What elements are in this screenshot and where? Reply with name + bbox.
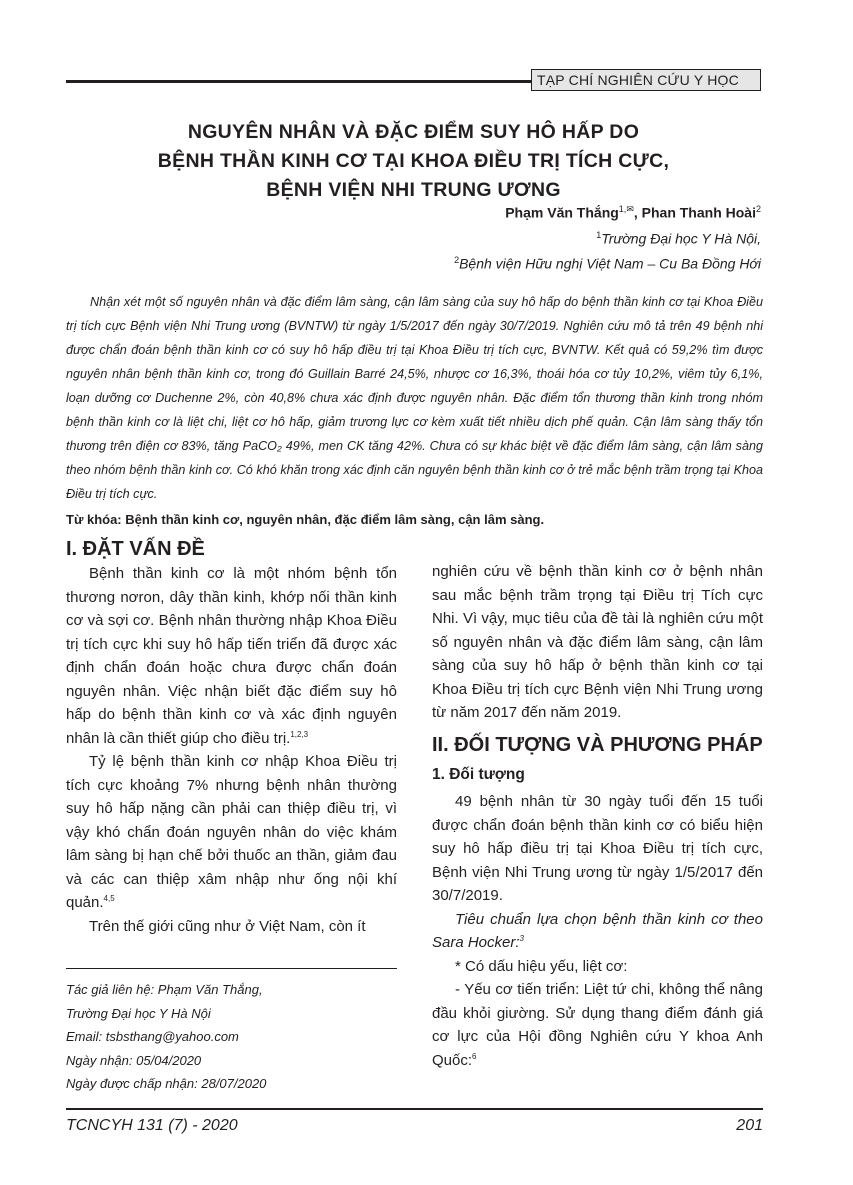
footnote-email: Email: tsbsthang@yahoo.com bbox=[66, 1029, 239, 1044]
right-column bbox=[432, 560, 763, 1072]
list-item: * Có dấu hiệu yếu, liệt cơ: bbox=[455, 957, 628, 975]
author-affil-sup: 2 bbox=[755, 204, 761, 214]
citation: 4,5 bbox=[103, 894, 115, 903]
article-title bbox=[66, 118, 761, 205]
title-line: NGUYÊN NHÂN VÀ ĐẶC ĐIỂM SUY HÔ HẤP DO bbox=[187, 121, 640, 143]
paragraph: Bệnh thần kinh cơ là một nhóm bệnh tổn thương nơron, dây thần kinh, khớp nối thần kinh cơ và sợi cơ. Bệnh nhân thường nhập Khoa Điều trị tích cực khi suy hô hấp tiến triển đã được xác định chẩn đoán hoặc chưa được chẩn đoán nguyên nhân. Việc nhận biết đặc điểm suy hô hấp do bệnh thần kinh cơ và xác định nguyên nhân là cần thiết giúp cho điều trị.$^{1,2,3}$ bbox=[66, 565, 397, 747]
title-line: BỆNH VIỆN NHI TRUNG ƯƠNG bbox=[266, 179, 561, 201]
paragraph: Tiêu chuẩn lựa chọn bệnh thần kinh cơ theo Sara Hocker:$^3$ bbox=[432, 910, 763, 951]
header-rule bbox=[66, 80, 531, 83]
page-number: 201 bbox=[736, 1117, 763, 1134]
footnote-rule bbox=[66, 968, 397, 969]
paragraph: 49 bệnh nhân từ 30 ngày tuổi đến 15 tuổi được chẩn đoán bệnh thần kinh cơ có biểu hiện suy hô hấp điều trị tại Khoa Điều trị tích cực, Bệnh viện Nhi Trung ương từ ngày 1/5/2017 đến 30/7/2019. bbox=[432, 793, 763, 904]
author-separator: , bbox=[633, 204, 642, 221]
abstract: Nhận xét một số nguyên nhân và đặc điểm lâm sàng, cận lâm sàng của suy hô hấp do bệnh thần kinh cơ tại Khoa Điều trị tích cực Bệnh viện Nhi Trung ương (BVNTW) từ ngày 1/5/2017 đến ngày 30/7/2019. Nghiên cứu mô tả trên 49 bệnh nhi được chẩn đoán bệnh thần kinh cơ có suy hô hấp điều trị tại Khoa Điều trị tích cực, BVNTW. Kết quả có 59,2% tìm được nguyên nhân bệnh thần kinh cơ, trong đó Guillain Barré 24,5%, nhược cơ 16,3%, thoái hóa cơ tủy 10,2%, viêm tủy 6,1%, loạn dưỡng cơ Duchenne 2%, còn 40,8% chưa xác định được nguyên nhân. Đặc điểm tổn thương thần kinh trong nhóm bệnh thần kinh cơ là liệt chi, liệt cơ hô hấp, giảm trương lực cơ kèm xuất tiết nhiều dịch phế quản. Cận lâm sàng thấy tổn thương trên điện cơ 83%, tăng PaCO₂ 49%, men CK tăng 42%. Chưa có sự khác biệt về đặc điểm lâm sàng, cận lâm sàng theo nhóm bệnh thần kinh cơ. Có khó khăn trong xác định căn nguyên bệnh thần kinh cơ ở trẻ mắc bệnh trầm trọng tại Khoa Điều trị tích cực. bbox=[66, 295, 763, 501]
journal-name: TẠP CHÍ NGHIÊN CỨU Y HỌC bbox=[531, 69, 761, 91]
author-list bbox=[505, 204, 761, 221]
footnote-received: Ngày nhận: 05/04/2020 bbox=[66, 1052, 202, 1068]
author-name: Phạm Văn Thắng bbox=[505, 204, 619, 221]
author-affil-sup: 1,✉ bbox=[618, 204, 634, 214]
footer-rule bbox=[66, 1108, 763, 1110]
envelope-icon: ✉ bbox=[626, 204, 634, 214]
section-heading: II. ĐỐI TƯỢNG VÀ PHƯƠNG PHÁP bbox=[432, 733, 763, 756]
paragraph: Trên thế giới cũng như ở Việt Nam, còn ít bbox=[89, 917, 366, 935]
journal-issue: TCNCYH 131 (7) - 2020 bbox=[66, 1117, 238, 1134]
citation: 3 bbox=[519, 934, 524, 943]
author-name: Phan Thanh Hoài bbox=[641, 204, 756, 221]
list-item: - Yếu cơ tiến triển: Liệt tứ chi, không thể nâng đầu khỏi giường. Sử dụng thang điểm đánh giá cơ lực của Hội đồng Nghiên cứu Y khoa Anh Quốc:$^6$ bbox=[432, 981, 763, 1069]
subsection-heading: 1. Đối tượng bbox=[432, 765, 525, 783]
citation: 6 bbox=[472, 1051, 477, 1061]
section-heading: I. ĐẶT VẤN ĐỀ bbox=[66, 538, 205, 560]
footnote-author: Tác giả liên hệ: Phạm Văn Thắng, bbox=[66, 982, 263, 997]
affiliation: $^1$Trường Đại học Y Hà Nội, bbox=[596, 230, 761, 247]
footnote-accepted: Ngày được chấp nhận: 28/07/2020 bbox=[66, 1076, 267, 1091]
footnote-institution: Trường Đại học Y Hà Nội bbox=[66, 1005, 211, 1021]
correspondence-footnote bbox=[66, 978, 266, 1096]
affiliation: $^2$Bệnh viện Hữu nghị Việt Nam – Cu Ba Đồng Hới bbox=[454, 255, 761, 272]
left-column bbox=[66, 537, 397, 938]
citation: 1,2,3 bbox=[290, 729, 309, 739]
paragraph: nghiên cứu về bệnh thần kinh cơ ở bệnh nhân sau mắc bệnh trầm trọng tại Điều trị Tích cực Nhi. Vì vậy, mục tiêu của đề tài là nghiên cứu một số nguyên nhân và đặc điểm lâm sàng, cận lâm sàng của suy hô hấp ở bệnh thần kinh cơ tại Khoa Điều trị tích cực Bệnh viện Nhi Trung ương từ năm 2017 đến năm 2019. bbox=[432, 563, 763, 721]
paragraph: Tỷ lệ bệnh thần kinh cơ nhập Khoa Điều trị tích cực khoảng 7% nhưng bệnh nhân thường suy hô hấp nặng cần phải can thiệp điều trị, vì vậy khó chẩn đoán nguyên nhân do việc khám lâm sàng bị hạn chế bởi thuốc an thần, giảm đau và các can thiệp xâm nhập như ống nội khí quản.$^{4,5}$ bbox=[66, 753, 397, 911]
keywords: Từ khóa: Bệnh thần kinh cơ, nguyên nhân, đặc điểm lâm sàng, cận lâm sàng. bbox=[66, 512, 545, 527]
title-line: BỆNH THẦN KINH CƠ TẠI KHOA ĐIỀU TRỊ TÍCH CỰC, bbox=[157, 150, 670, 172]
